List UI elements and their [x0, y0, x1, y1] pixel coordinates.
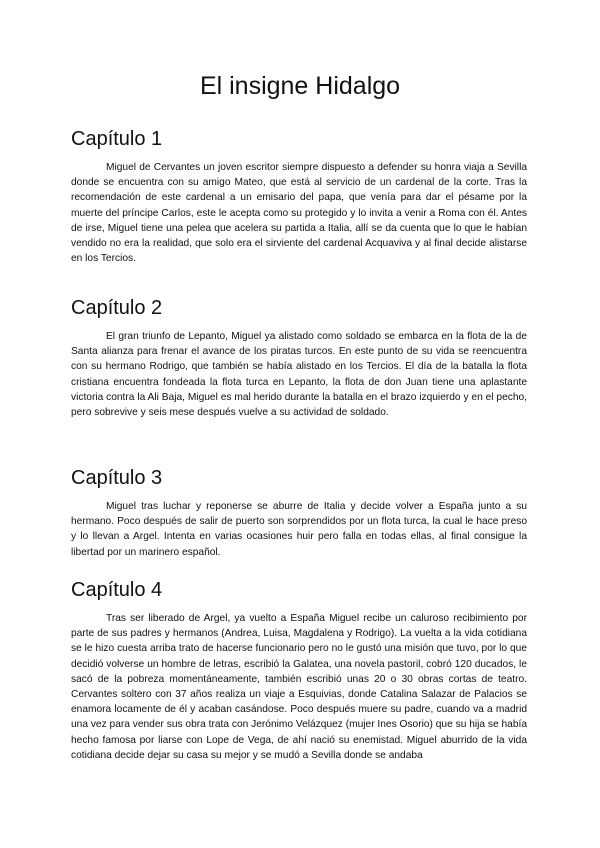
chapter-3: [71, 466, 527, 560]
chapter-heading: Capítulo 2: [71, 297, 163, 319]
chapter-heading: Capítulo 1: [71, 128, 163, 150]
chapter-1: [71, 127, 527, 266]
document-title: El insigne Hidalgo: [199, 72, 401, 100]
chapter-paragraph: El gran triunfo de Lepanto, Miguel ya alistado como soldado se embarca en la flota de la de Santa alianza para frenar el avance de los piratas turcos. En este punto de su vida se reencuentra con su hermano Rodrigo, que también se había alistado en los Tercios. El día de la batalla la flota cristiana encuentra fondeada la flota turca en Lepanto, la flota de don Juan tiene una aplastante victoria contra la Ali Baja, Miguel es mal herido durante la batalla en el brazo izquierdo y en el pecho, pero sobrevive y seis mese después vuelve a su actividad de soldado.: [71, 331, 527, 419]
chapter-paragraph: Miguel de Cervantes un joven escritor siempre dispuesto a defender su honra viaja a Sevilla donde se encuentra con su amigo Mateo, que está al servicio de un cardenal de la corte. Tras la recomendación de este cardenal a un emisario del papa, que venía para dar el pésame por la muerte del príncipe Carlos, este le acepta como su protegido y lo invita a venir a Roma con él. Antes de irse, Miguel tiene una pelea que acelera su partida a Italia, allí se da cuenta que lo que le habían vendido no era la realidad, que solo era el sirviente del cardenal Acquaviva y al final decide alistarse en los Tercios.: [71, 162, 527, 265]
chapter-heading: Capítulo 3: [71, 467, 163, 489]
chapter-paragraph: Miguel tras luchar y reponerse se aburre de Italia y decide volver a España junto a su hermano. Poco después de salir de puerto son sorprendidos por un flota turca, la cual le hace preso y lo llevan a Argel. Intenta en varias ocasiones huir pero falla en todas ellas, al final consigue la libertad por un marinero español.: [71, 501, 527, 558]
chapter-2: [71, 296, 527, 420]
chapter-heading: Capítulo 4: [71, 579, 163, 601]
chapter-4: [71, 578, 527, 763]
chapter-paragraph: Tras ser liberado de Argel, ya vuelto a España Miguel recibe un caluroso recibimiento por parte de sus padres y hermanos (Andrea, Luisa, Magdalena y Rodrigo). La vuelta a la vida cotidiana se le hizo cuesta arriba trato de hacerse funcionario pero no le gustó una misión que tuvo, por lo que decidió volverse un hombre de letras, escribió la Galatea, una novela pastoril, cobró 120 ducados, le sacó de la pobreza momentáneamente, también escribió unas 20 o 30 obras cortas de teatro. Cervantes soltero con 37 años realiza un viaje a Esquivias, donde Catalina Salazar de Palacios se enamora locamente de él y acaban casándose. Poco después muere su padre, cuando va a madrid una vez para vender sus obra trata con Jerónimo Velázquez (mujer Ines Osorio) que su hija se había hecho famosa por liarse con Lope de Vega, de ahí nació su enemistad. Miguel aburrido de la vida cotidiana decide dejar su casa su mejor y se mudó a Sevilla donde se andaba: [71, 613, 527, 761]
